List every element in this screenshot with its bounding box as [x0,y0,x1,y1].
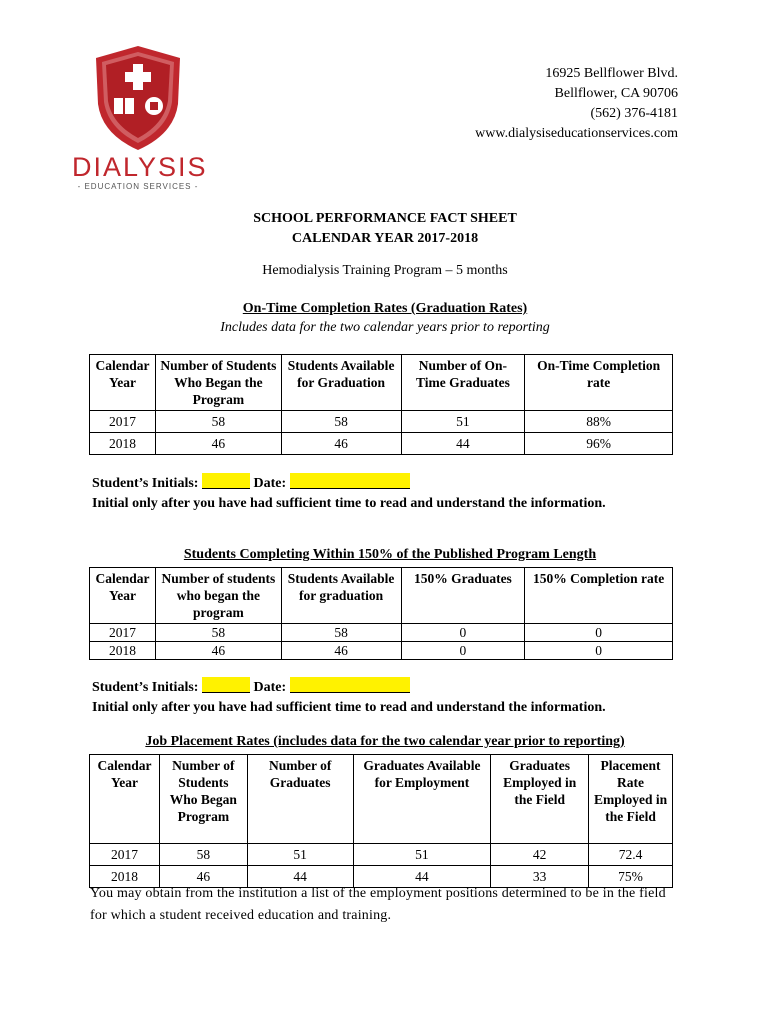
table-cell: 2018 [90,433,156,455]
title-line-1: SCHOOL PERFORMANCE FACT SHEET [253,211,517,226]
table-cell: 2017 [90,844,160,866]
address-street: 16925 Bellflower Blvd. [545,66,678,81]
initials-block-2 [92,677,606,718]
table-cell: 75% [589,866,673,888]
table-header: Number of Graduates [247,755,353,844]
table-header: Calendar Year [90,755,160,844]
placement-section-title: Job Placement Rates (includes data for the two calendar year prior to reporting) [145,734,625,749]
table-header: Students Available for graduation [281,568,401,624]
table-header: Students Available for Graduation [281,355,401,411]
table-header: On-Time Completion rate [525,355,673,411]
table-cell: 42 [491,844,589,866]
table-cell: 2018 [90,866,160,888]
table-cell: 96% [525,433,673,455]
table-header-row [90,755,673,844]
table-cell: 44 [247,866,353,888]
table-header: Number of Students Who Began Program [159,755,247,844]
completion-section-subtitle: Includes data for the two calendar years prior to reporting [220,320,550,335]
table-cell: 46 [281,433,401,455]
placement-table [89,754,673,888]
program-name: Hemodialysis Training Program – 5 months [262,263,508,278]
table-cell: 0 [401,642,525,660]
table-cell: 0 [401,624,525,642]
address-website[interactable]: www.dialysiseducationservices.com [475,126,678,141]
completion150-section-title: Students Completing Within 150% of the Published Program Length [183,547,597,562]
table-header: Placement Rate Employed in the Field [589,755,673,844]
table-cell: 0 [525,624,673,642]
table-row [90,642,673,660]
table-cell: 51 [401,411,525,433]
table-cell: 72.4 [589,844,673,866]
table-cell: 33 [491,866,589,888]
address-city: Bellflower, CA 90706 [554,86,678,101]
title-line-2: CALENDAR YEAR 2017-2018 [291,231,479,246]
table-cell: 2017 [90,411,156,433]
table-row [90,433,673,455]
address-block [475,64,678,144]
table-cell: 58 [159,844,247,866]
footnote: You may obtain from the institution a list of the employment positions determined to be in the field for which a student received education and training. [90,886,666,923]
table-header-row [90,355,673,411]
page-title [0,209,770,249]
date-field[interactable] [290,677,410,693]
logo-tagline: - EDUCATION SERVICES - [77,182,199,191]
initials-note: Initial only after you have had sufficient time to read and understand the information. [92,496,606,511]
address-phone: (562) 376-4181 [590,106,678,121]
table-header: Number of students who began the program [155,568,281,624]
table-header: 150% Completion rate [525,568,673,624]
table-cell: 2017 [90,624,156,642]
initials-label: Student’s Initials: [92,680,199,695]
table-row [90,411,673,433]
table-row [90,624,673,642]
date-label: Date: [253,476,287,491]
table-header: Number of On-Time Graduates [401,355,525,411]
table-cell: 44 [353,866,491,888]
table-cell: 44 [401,433,525,455]
logo-wordmark: DIALYSIS [72,152,208,182]
table-cell: 46 [281,642,401,660]
initials-note: Initial only after you have had sufficient time to read and understand the information. [92,700,606,715]
table-cell: 51 [353,844,491,866]
initials-field[interactable] [202,677,250,693]
table-cell: 58 [155,411,281,433]
table-header: Number of Students Who Began the Program [155,355,281,411]
table-header: Calendar Year [90,355,156,411]
completion150-table [89,567,673,660]
table-cell: 0 [525,642,673,660]
table-header-row [90,568,673,624]
table-cell: 58 [281,411,401,433]
table-row [90,844,673,866]
date-label: Date: [253,680,287,695]
table-cell: 46 [155,433,281,455]
table-cell: 46 [159,866,247,888]
initials-block-1 [92,473,606,514]
table-header: Graduates Available for Employment [353,755,491,844]
table-cell: 51 [247,844,353,866]
initials-field[interactable] [202,473,250,489]
table-header: 150% Graduates [401,568,525,624]
shield-logo-icon [88,44,188,152]
table-cell: 58 [155,624,281,642]
table-cell: 46 [155,642,281,660]
initials-label: Student’s Initials: [92,476,199,491]
completion-section-title: On-Time Completion Rates (Graduation Rates) [242,301,528,316]
table-cell: 2018 [90,642,156,660]
table-header: Calendar Year [90,568,156,624]
table-cell: 58 [281,624,401,642]
table-cell: 88% [525,411,673,433]
table-header: Graduates Employed in the Field [491,755,589,844]
completion-table [89,354,673,455]
date-field[interactable] [290,473,410,489]
logo [72,44,208,194]
